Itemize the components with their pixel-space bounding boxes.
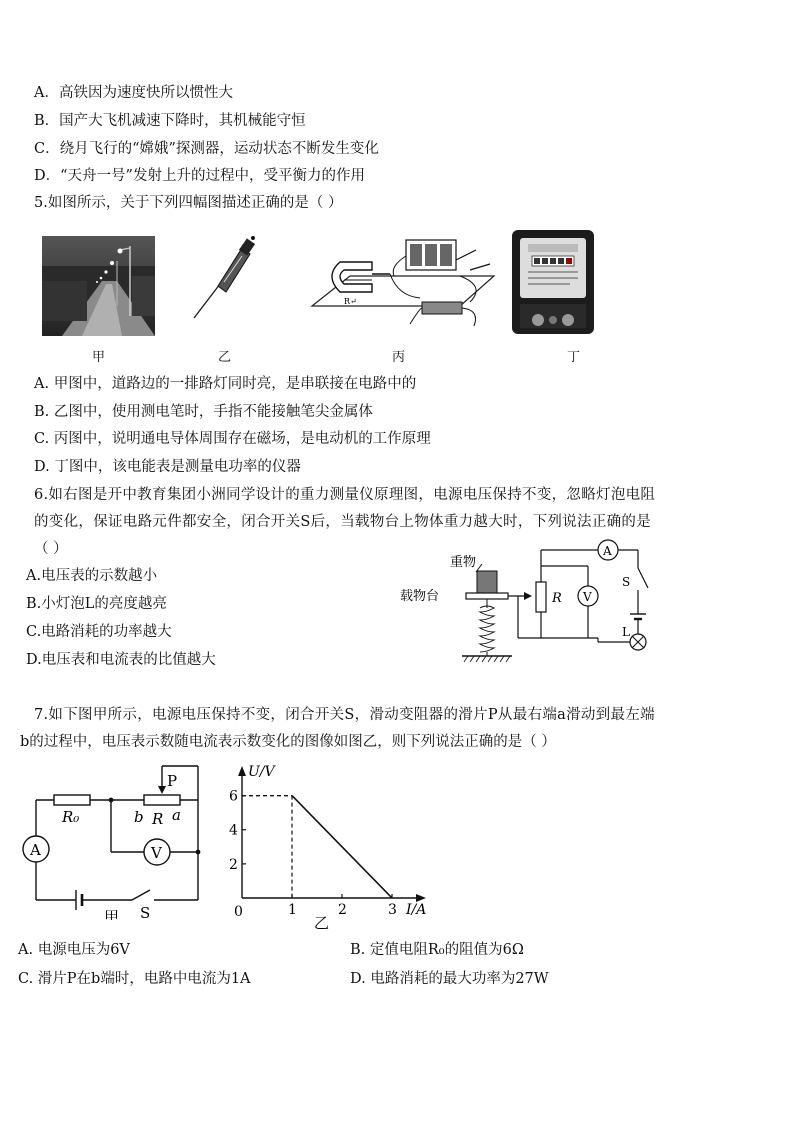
q6-voltmeter-label: V — [583, 590, 592, 604]
q7-circuit-caption: 甲 — [104, 908, 120, 920]
q7-voltmeter-label: V — [151, 844, 162, 862]
q6-stem-line-3: （ ） — [34, 541, 68, 557]
weight-label: 重物 — [450, 555, 477, 570]
q7-ammeter-label: A — [30, 841, 41, 859]
q5-option-d: D. 丁图中，该电能表是测量电功率的仪器 — [34, 459, 301, 475]
q5-option-b: B. 乙图中，使用测电笔时，手指不能接触笔尖金属体 — [34, 404, 373, 420]
svg-text:R↵: R↵ — [344, 297, 357, 306]
q4-option-c: C．绕月飞行的“嫦娥”探测器，运动状态不断发生变化 — [34, 141, 379, 157]
q6-stem-line-1: 6.如右图是开中教育集团小洲同学设计的重力测量仪原理图，电源电压保持不变，忽略灯泡电阻 — [34, 487, 656, 503]
gravity-meter-circuit — [400, 538, 670, 668]
q6-option-d: D.电压表和电流表的比值越大 — [26, 652, 216, 668]
q7-option-c: C. 滑片P在b端时，电路中电流为1A — [18, 971, 251, 987]
q7-circuit-diagram — [14, 760, 214, 920]
chart-y-tick-label-1: 4 — [229, 822, 238, 839]
q4-option-a: A．高铁因为速度快所以惯性大 — [34, 85, 233, 101]
q4-option-d: D．“天舟一号”发射上升的过程中，受平衡力的作用 — [34, 168, 365, 184]
chart-x-tick-label-1: 2 — [338, 902, 347, 918]
q5-stem: 5.如图所示，关于下列四幅图描述正确的是（ ） — [34, 195, 343, 211]
chart-x-tick-label-0: 1 — [288, 902, 297, 918]
q6-lamp-label: L — [622, 625, 630, 639]
q7-switch-label: S — [140, 904, 151, 920]
q7-stem-line-2: b的过程中，电压表示数随电流表示数变化的图像如图乙，则下列说法正确的是（ ） — [20, 734, 556, 750]
q7-slider-label: P — [167, 772, 178, 790]
q7-rheostat-label: R — [152, 810, 164, 828]
q4-option-b: B．国产大飞机减速下降时，其机械能守恒 — [34, 113, 306, 129]
q5-caption-bing: 丙 — [392, 350, 406, 365]
q7-stem-line-1: 7.如下图甲所示，电源电压保持不变，闭合开关S，滑动变阻器的滑片P从最右端a滑动到最左端 — [34, 707, 655, 723]
chart-x-tick-label-2: 3 — [388, 902, 397, 918]
chart-origin-label: 0 — [234, 904, 243, 920]
q6-resistor-label: R — [552, 591, 562, 606]
q6-option-b: B.小灯泡L的亮度越亮 — [26, 596, 167, 612]
chart-series-line-0 — [292, 796, 392, 898]
q7-option-a: A. 电源电压为6V — [18, 942, 130, 958]
q5-option-a: A. 甲图中，道路边的一排路灯同时亮，是串联接在电路中的 — [34, 376, 417, 392]
q7-r0-label: R₀ — [62, 808, 80, 826]
platform-label: 载物台 — [400, 589, 440, 604]
q5-caption-jia: 甲 — [92, 350, 106, 365]
q5-option-c: C. 丙图中，说明通电导体周围存在磁场，是电动机的工作原理 — [34, 431, 431, 447]
q6-ammeter-label: A — [603, 544, 612, 558]
test-pencil-image — [190, 232, 260, 322]
q7-b-label: b — [134, 808, 144, 826]
street-lights-photo — [42, 236, 155, 336]
q7-ui-chart — [226, 760, 436, 930]
chart-ylabel: U/V — [248, 764, 275, 780]
chart-y-tick-label-2: 6 — [229, 788, 238, 805]
q6-switch-label: S — [622, 575, 631, 589]
q7-option-d: D. 电路消耗的最大功率为27W — [350, 971, 549, 987]
electric-meter-image — [510, 228, 596, 336]
q7-option-b: B. 定值电阻R₀的阻值为6Ω — [350, 942, 524, 958]
motor-apparatus-image — [310, 236, 496, 336]
q5-caption-yi: 乙 — [218, 350, 232, 365]
q6-option-a: A.电压表的示数越小 — [26, 568, 158, 584]
chart-xlabel: I/A — [406, 902, 427, 918]
q6-stem-line-2: 的变化，保证电路元件都安全，闭合开关S后，当载物台上物体重力越大时，下列说法正确的是 — [34, 514, 652, 530]
q7-a-label: a — [172, 806, 181, 824]
q6-option-c: C.电路消耗的功率越大 — [26, 624, 172, 640]
q5-caption-ding: 丁 — [567, 350, 581, 365]
chart-caption: 乙 — [314, 914, 330, 930]
chart-y-tick-label-0: 2 — [229, 856, 238, 873]
